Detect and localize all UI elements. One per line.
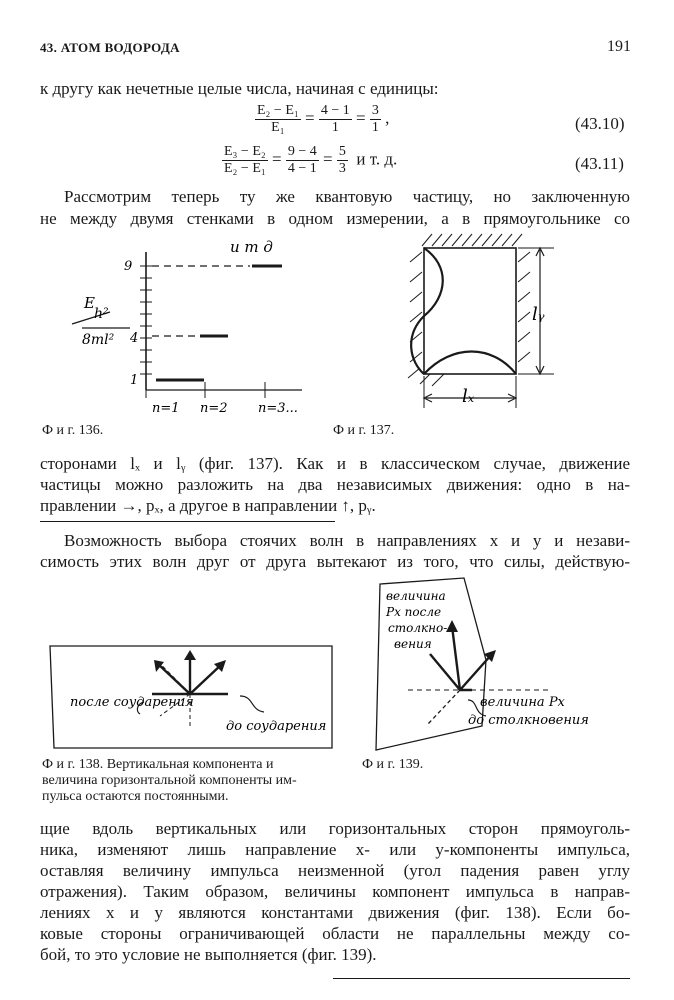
fig139-label-top-1: величина	[386, 589, 446, 603]
eq2-lhs: $\frac{\text{E₃ − E₂}}{\text{E₂ − E₁}}$	[224, 144, 266, 176]
fig136-caption: Ф и г. 136.	[42, 423, 104, 438]
eq2-rhs: $\frac{5}{3}$	[338, 144, 346, 176]
fig137-wave-x	[424, 352, 516, 375]
intro-line: к другу как нечетные целые числа, начиная с единицы:	[40, 79, 439, 98]
fig138-caption-line2: величина горизонтальной компоненты им-	[42, 773, 297, 788]
para4-line1: щие вдоль вертикальных или горизонтальных сторон прямоуголь-	[40, 819, 630, 838]
section-divider-2	[333, 978, 630, 979]
page-number: 191	[607, 38, 631, 55]
para3-line1: Возможность выбора стоячих волн в направлениях x и y и незави-	[64, 531, 630, 550]
eq1-lhs: $\frac{\text{E₂ − E₁}}{\text{E₁}}$	[257, 103, 299, 135]
fig136-n2: n=2	[200, 401, 228, 416]
fig139-caption: Ф и г. 139.	[362, 757, 424, 772]
fig139-collision	[368, 574, 634, 754]
fig136-ylabel-e: E	[84, 294, 95, 312]
fig139-vectors	[430, 626, 492, 690]
fig137-hatch	[408, 234, 530, 386]
fig137-wave-y	[411, 248, 443, 374]
para4-line4: отражения). Таким образом, величины компонент импульса в направ-	[40, 882, 630, 901]
para3-line2: симость этих волн друг от друга вытекают из того, что силы, действую-	[40, 552, 630, 571]
fig139-label-top-3: столкно-	[388, 621, 448, 635]
eq1-mid: $\frac{4 - 1}{1}$	[320, 103, 350, 135]
fig138-caption-line1: Ф и г. 138. Вертикальная компонента и	[42, 757, 274, 772]
section-divider-1	[40, 521, 335, 522]
equation-43-10: $\frac{\text{E₂ − E₁}}{\text{E₁}}$ = $\frac{4 - 1}{1}$ = $\frac{3}{1}$ ,	[257, 103, 390, 135]
fig139-label-bottom-2: до столкновения	[468, 713, 589, 728]
fig138-label-before: до соударения	[226, 719, 327, 734]
fig139-label-top-2: Px после	[386, 605, 442, 619]
para2-line1: сторонами lₓ и lᵧ (фиг. 137). Как и в классическом случае, движение	[40, 454, 630, 473]
running-header: 43. АТОМ ВОДОРОДА	[40, 40, 180, 55]
fig136-annotation: и т д	[230, 238, 273, 256]
fig136-n3: n=3...	[258, 401, 298, 416]
para4-line3: оставляя величину импульса неизменной (угол падения равен углу	[40, 861, 630, 880]
para2-line2: частицы можно разложить на два независимых движения: одно в на-	[40, 475, 630, 494]
fig136-level-1-label: 1	[130, 373, 139, 388]
equation-43-11: $\frac{\text{E₃ − E₂}}{\text{E₂ − E₁}}$ = $\frac{9 - 4}{4 - 1}$ = $\frac{5}{3}$ и т. д.	[224, 144, 398, 176]
fig137-label-ly: lᵧ	[532, 304, 545, 325]
para4-line5: лениях x и y являются константами движения (фиг. 138). Если бо-	[40, 903, 630, 922]
fig136-level-9-label: 9	[124, 259, 133, 274]
fig138-caption-line3: пульса остаются постоянными.	[42, 789, 229, 804]
para4-line6: ковые стороны ограничивающей области не параллельны между со-	[40, 924, 630, 943]
fig136-energy-levels	[60, 232, 320, 422]
fig137-rectangle	[424, 248, 516, 374]
para1-line2: не между двумя стенками в одном измерении, а в прямоугольнике со	[40, 209, 630, 228]
fig137-box	[392, 226, 562, 416]
fig139-label-bottom-1: величина Px	[480, 695, 565, 710]
para2-line3: правлении →, pₓ, а другое в направлении ↑, pᵧ.	[40, 496, 376, 515]
para4-line7: бой, то это условие не выполняется (фиг. 139).	[40, 945, 377, 964]
para1-line1: Рассмотрим теперь ту же квантовую частицу, но заключенную	[64, 187, 630, 206]
fig136-n1: n=1	[152, 401, 180, 416]
fig136-ylabel-den: 8ml²	[82, 332, 115, 348]
fig139-label-top-4: вения	[394, 637, 432, 651]
fig138-label-after: после соударения	[70, 695, 194, 710]
fig137-label-lx: lₓ	[462, 386, 475, 407]
equation-label-43-11: (43.11)	[575, 154, 624, 173]
fig138-collision	[40, 636, 340, 751]
fig136-ticks	[140, 266, 265, 398]
para4-line2: ника, изменяют лишь направление x- или y-компоненты импульса,	[40, 840, 630, 859]
fig136-level-4-label: 4	[130, 331, 139, 346]
fig137-caption: Ф и г. 137.	[333, 423, 395, 438]
eq1-rhs: $\frac{3}{1}$	[371, 103, 379, 135]
equation-label-43-10: (43.10)	[575, 114, 625, 133]
eq2-mid: $\frac{9 - 4}{4 - 1}$	[287, 144, 317, 176]
fig136-ylabel-h: h²	[94, 306, 109, 322]
fig139-dashed-arrow	[428, 690, 460, 724]
